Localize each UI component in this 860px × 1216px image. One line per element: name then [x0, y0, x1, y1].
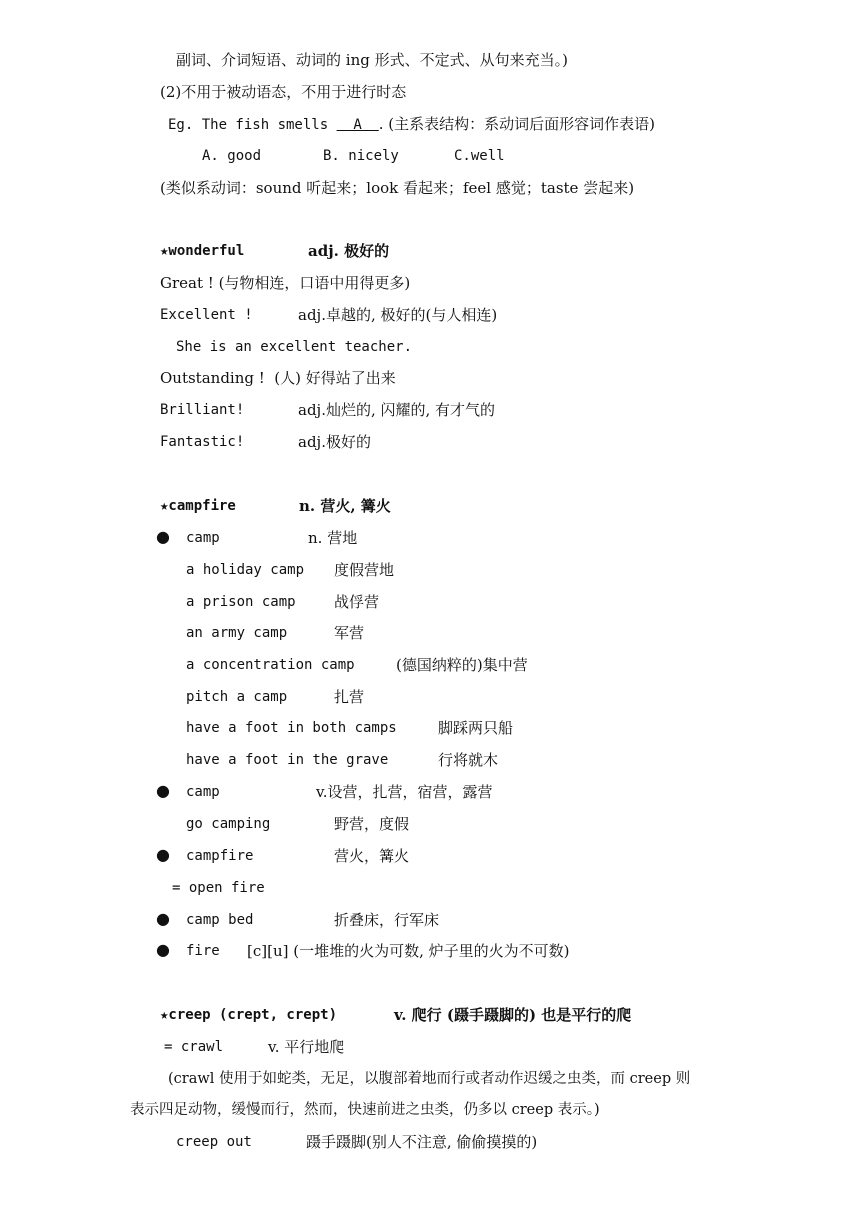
- example-sentence: She is an excellent teacher.: [176, 339, 413, 355]
- list-item: camp: [186, 530, 220, 546]
- list-item: = open fire: [172, 880, 265, 896]
- list-item-def: n. 营地: [308, 529, 358, 547]
- list-item-def: 行将就木: [438, 751, 499, 769]
- list-item-def: 脚踩两只船: [438, 719, 514, 737]
- text-line: 蹑手蹑脚(别人不注意, 偷偷摸摸的): [306, 1133, 538, 1151]
- list-item: fire: [186, 943, 220, 959]
- list-item: pitch a camp: [186, 689, 288, 705]
- list-item: camp bed: [186, 912, 254, 928]
- text-line: Excellent !: [160, 307, 253, 323]
- text-line: Brilliant!: [160, 402, 245, 418]
- list-item-def: [c][u] (一堆堆的火为可数, 炉子里的火为不可数): [247, 942, 570, 960]
- entry-definition: adj. 极好的: [308, 242, 390, 260]
- list-item: a prison camp: [186, 594, 296, 610]
- list-item-def: (德国纳粹的)集中营: [396, 656, 528, 674]
- list-item-def: v.设营，扎营，宿营，露营: [316, 783, 493, 801]
- example-note: . (主系表结构：系动词后面形容词作表语): [378, 115, 655, 133]
- bullet-icon: ●: [156, 940, 170, 959]
- paragraph-line: 表示四足动物，缓慢而行，然而，快速前进之虫类，仍多以 creep 表示。): [130, 1102, 600, 1118]
- list-item-def: 折叠床，行军床: [334, 911, 440, 929]
- bullet-icon: ●: [156, 909, 170, 928]
- option-b: B. nicely: [323, 148, 399, 164]
- text-line: adj.灿烂的, 闪耀的, 有才气的: [298, 401, 496, 419]
- list-item: campfire: [186, 848, 254, 864]
- text-line: v. 平行地爬: [268, 1038, 345, 1056]
- text-line: adj.卓越的, 极好的(与人相连): [298, 306, 498, 324]
- text-line: (类似系动词：sound 听起来；look 看起来；feel 感觉；taste 尝起来): [160, 179, 635, 197]
- entry-definition: v. 爬行 (蹑手蹑脚的) 也是平行的爬: [394, 1006, 632, 1024]
- list-item: go camping: [186, 816, 271, 832]
- list-item-def: 营火，篝火: [334, 847, 410, 865]
- entry-headword: ★wonderful: [160, 243, 245, 259]
- list-item: a holiday camp: [186, 562, 305, 578]
- bullet-icon: ●: [156, 845, 170, 864]
- list-item-def: 度假营地: [334, 561, 395, 579]
- list-item: a concentration camp: [186, 657, 355, 673]
- text-line: adj.极好的: [298, 433, 371, 451]
- entry-headword: ★campfire: [160, 498, 236, 514]
- text-line: = crawl: [164, 1039, 224, 1055]
- text-line: Outstanding ! (人) 好得站了出来: [160, 369, 396, 387]
- bullet-icon: ●: [156, 781, 170, 800]
- list-item-def: 军营: [334, 624, 365, 642]
- bullet-icon: ●: [156, 527, 170, 546]
- list-item-def: 野营，度假: [334, 815, 410, 833]
- option-a: A. good: [202, 148, 262, 164]
- list-item: camp: [186, 784, 220, 800]
- entry-headword: ★creep (crept, crept): [160, 1007, 338, 1023]
- list-item: have a foot in the grave: [186, 752, 389, 768]
- text-line: (2)不用于被动语态，不用于进行时态: [160, 83, 407, 101]
- option-c: C.well: [454, 148, 505, 164]
- example-text: Eg. The fish smells: [168, 117, 337, 133]
- list-item: an army camp: [186, 625, 288, 641]
- answer-blank: A: [336, 117, 379, 133]
- example-sentence: [168, 114, 655, 135]
- text-line: Fantastic!: [160, 434, 245, 450]
- entry-definition: n. 营火, 篝火: [299, 497, 391, 515]
- paragraph-line: (crawl 使用于如蛇类，无足，以腹部着地而行或者动作迟缓之虫类，而 creep 则: [168, 1071, 691, 1087]
- text-line: Great ! (与物相连，口语中用得更多): [160, 274, 411, 292]
- text-line: 副词、介词短语、动词的 ing 形式、不定式、从句来充当。): [176, 51, 568, 69]
- list-item-def: 扎营: [334, 688, 365, 706]
- text-line: creep out: [176, 1134, 252, 1150]
- list-item-def: 战俘营: [334, 593, 380, 611]
- list-item: have a foot in both camps: [186, 720, 397, 736]
